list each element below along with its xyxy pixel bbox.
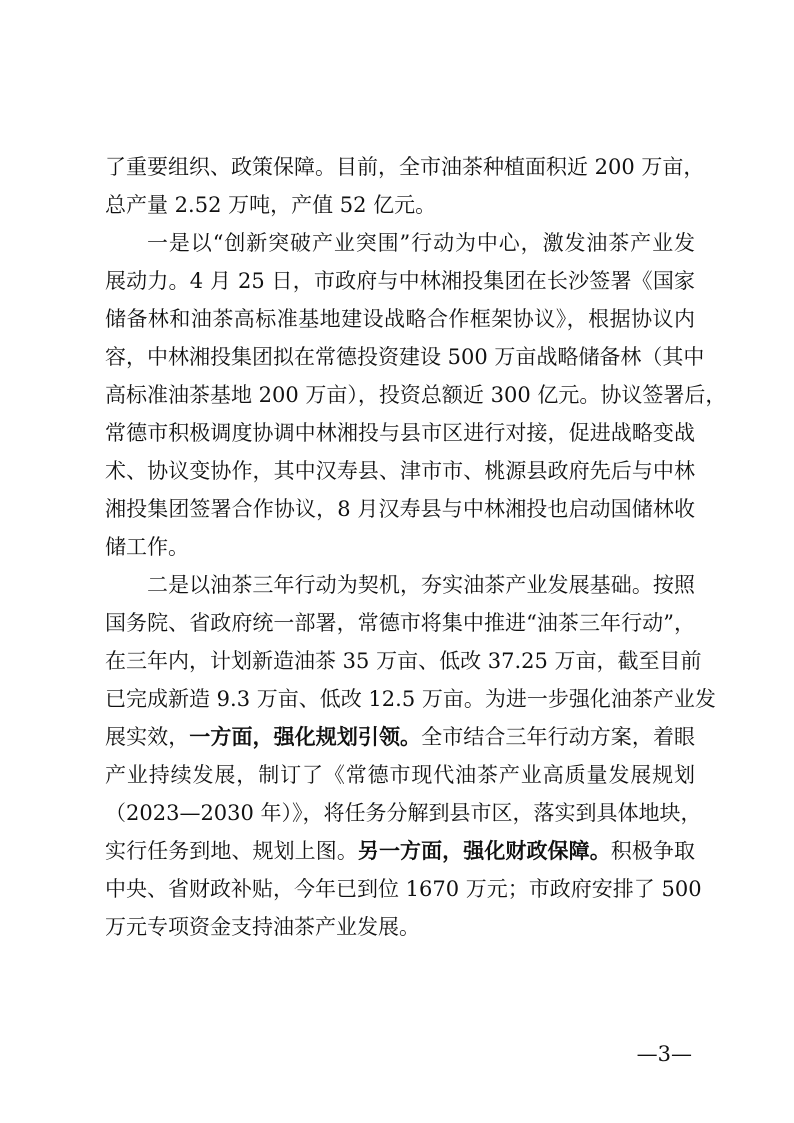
line-text: 积极争取 bbox=[610, 839, 696, 863]
line-text: 湘投集团签署合作协议，8 月汉寿县与中林湘投也启动国储林收 bbox=[105, 497, 695, 521]
line-text: 容，中林湘投集团拟在常德投资建设 500 万亩战略储备林（其中 bbox=[105, 345, 705, 369]
body-line bbox=[105, 303, 695, 335]
line-text: 了重要组织、政策保障。目前，全市油茶种植面积近 200 万亩， bbox=[105, 155, 705, 179]
line-text: 已完成新造 9.3 万亩、低改 12.5 万亩。为进一步强化油茶产业发 bbox=[105, 687, 716, 711]
paragraph-first-line bbox=[147, 569, 695, 601]
body-line bbox=[105, 417, 695, 449]
line-text: 展实效， bbox=[105, 725, 190, 749]
line-text: 实行任务到地、规划上图。 bbox=[105, 839, 358, 863]
body-line bbox=[105, 379, 727, 411]
body-line bbox=[105, 607, 695, 639]
body-line bbox=[105, 835, 695, 867]
body-line bbox=[105, 911, 695, 943]
line-text: 国务院、省政府统一部署，常德市将集中推进“油茶三年行动”， bbox=[105, 611, 695, 635]
body-line bbox=[105, 189, 695, 221]
body-line bbox=[105, 341, 705, 373]
body-line bbox=[105, 151, 705, 183]
body-line bbox=[105, 531, 695, 563]
line-text: 万元专项资金支持油茶产业发展。 bbox=[105, 915, 420, 939]
line-text: 一是以“创新突破产业突围”行动为中心，激发油茶产业发 bbox=[147, 231, 695, 255]
body-line bbox=[105, 265, 695, 297]
body-line bbox=[105, 645, 702, 677]
line-text: 高标准油茶基地 200 万亩），投资总额近 300 亿元。协议签署后， bbox=[105, 383, 727, 407]
bold-heading-text: 另一方面，强化财政保障。 bbox=[357, 838, 611, 863]
body-line bbox=[105, 721, 695, 753]
line-text: 储备林和油茶高标准基地建设战略合作框架协议》，根据协议内 bbox=[105, 307, 695, 331]
line-text: 二是以油茶三年行动为契机，夯实油茶产业发展基础。按照 bbox=[147, 573, 695, 597]
line-text: 总产量 2.52 万吨，产值 52 亿元。 bbox=[105, 193, 437, 217]
bold-heading-text: 一方面，强化规划引领。 bbox=[189, 724, 422, 749]
body-line bbox=[105, 873, 702, 905]
body-line bbox=[105, 759, 695, 791]
page-number: —3— bbox=[636, 1042, 692, 1066]
body-line bbox=[105, 797, 702, 829]
line-text: 储工作。 bbox=[105, 535, 189, 559]
line-text: 中央、省财政补贴，今年已到位 1670 万元；市政府安排了 500 bbox=[105, 877, 702, 901]
body-line bbox=[105, 683, 716, 715]
line-text: 在三年内，计划新造油茶 35 万亩、低改 37.25 万亩，截至目前 bbox=[105, 649, 702, 673]
line-text: 常德市积极调度协调中林湘投与县市区进行对接，促进战略变战 bbox=[105, 421, 695, 445]
body-line bbox=[105, 455, 695, 487]
body-line bbox=[105, 493, 695, 525]
line-text: 全市结合三年行动方案，着眼 bbox=[421, 725, 696, 749]
line-text: （2023—2030 年）》，将任务分解到县市区，落实到具体地块， bbox=[105, 801, 702, 825]
line-text: 展动力。4 月 25 日，市政府与中林湘投集团在长沙签署《国家 bbox=[105, 269, 695, 293]
paragraph-first-line bbox=[147, 227, 695, 259]
line-text: 术、协议变协作，其中汉寿县、津市市、桃源县政府先后与中林 bbox=[105, 459, 695, 483]
line-text: 产业持续发展，制订了《常德市现代油茶产业高质量发展规划 bbox=[105, 763, 695, 787]
